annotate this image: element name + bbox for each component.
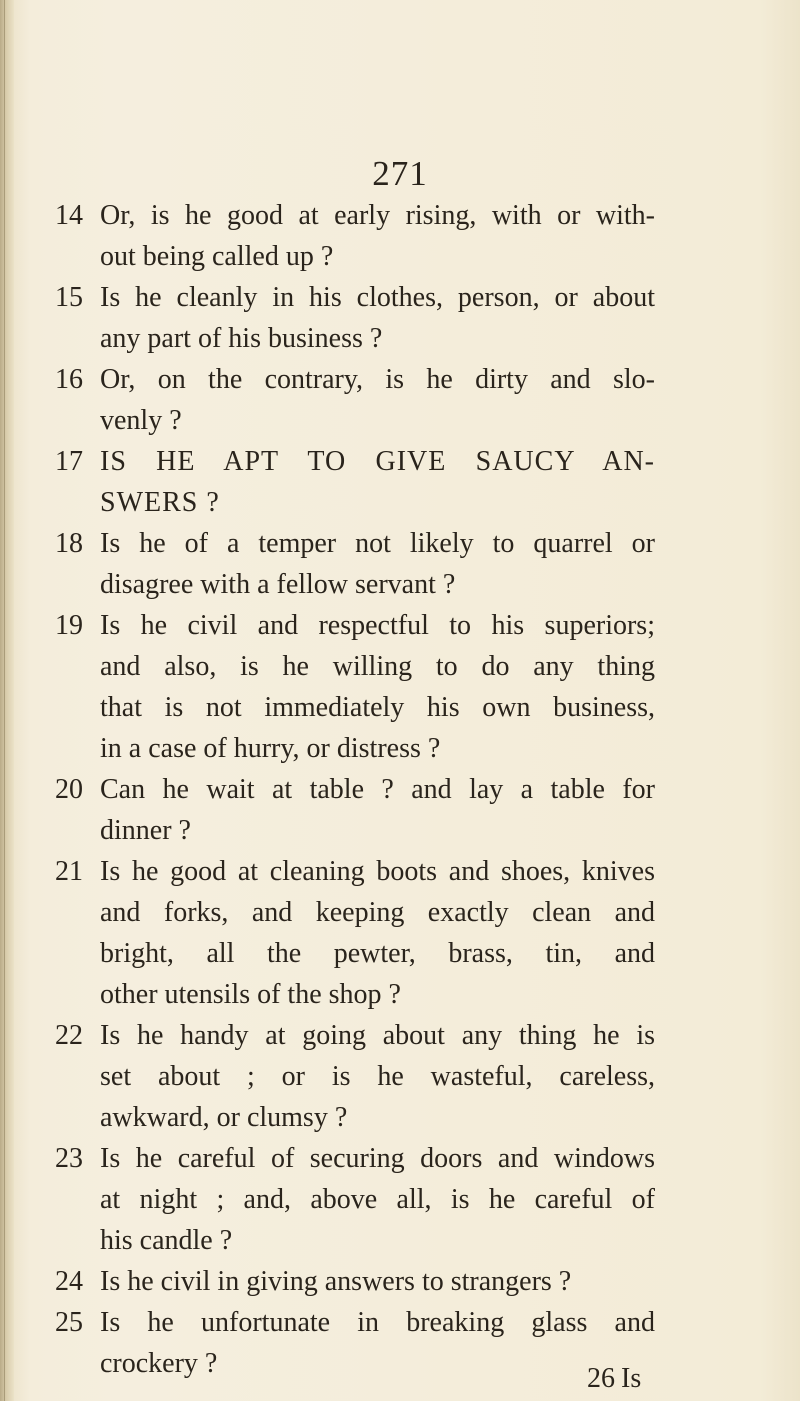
catchword-number: 26 — [587, 1363, 615, 1394]
question-text — [100, 359, 655, 441]
text-line: at night ; and, above all, is he careful of — [100, 1184, 655, 1215]
question-number: 23 — [55, 1143, 83, 1174]
question-item-25 — [55, 1302, 655, 1384]
text-line: SWERS ? — [100, 487, 220, 518]
text-line: Is he of a temper not likely to quarrel or — [100, 528, 655, 559]
question-number: 16 — [55, 364, 83, 395]
question-number: 25 — [55, 1307, 83, 1338]
question-text — [100, 851, 655, 1015]
question-text — [100, 195, 655, 277]
text-line: and also, is he willing to do any thing — [100, 651, 655, 682]
text-line: his candle ? — [100, 1225, 233, 1256]
question-number: 20 — [55, 774, 83, 805]
question-text — [100, 769, 655, 851]
text-line: Is he handy at going about any thing he is — [100, 1020, 655, 1051]
text-line: Is he civil in giving answers to strangers ? — [100, 1266, 572, 1297]
question-text — [100, 1261, 655, 1302]
text-line: Can he wait at table ? and lay a table for — [100, 774, 655, 805]
question-item-21 — [55, 851, 655, 1015]
question-number: 21 — [55, 856, 83, 887]
text-line: other utensils of the shop ? — [100, 979, 401, 1010]
text-line: disagree with a fellow servant ? — [100, 569, 456, 600]
question-item-20 — [55, 769, 655, 851]
question-item-22 — [55, 1015, 655, 1138]
question-number: 24 — [55, 1266, 83, 1297]
text-line: Or, on the contrary, is he dirty and slo- — [100, 364, 655, 395]
text-line: venly ? — [100, 405, 182, 436]
question-text — [100, 277, 655, 359]
question-item-24 — [55, 1261, 655, 1302]
text-line: that is not immediately his own business, — [100, 692, 655, 723]
question-item-17 — [55, 441, 655, 523]
text-line: awkward, or clumsy ? — [100, 1102, 348, 1133]
question-item-14 — [55, 195, 655, 277]
question-text — [100, 1138, 655, 1261]
text-line: any part of his business ? — [100, 323, 383, 354]
question-text — [100, 1015, 655, 1138]
text-line: Is he cleanly in his clothes, person, or about — [100, 282, 655, 313]
text-line: out being called up ? — [100, 241, 334, 272]
question-number: 14 — [55, 200, 83, 231]
text-line: Is he careful of securing doors and windows — [100, 1143, 655, 1174]
text-line: Is he civil and respectful to his superiors; — [100, 610, 655, 641]
question-text — [100, 605, 655, 769]
text-line: set about ; or is he wasteful, careless, — [100, 1061, 655, 1092]
text-line: crockery ? — [100, 1348, 218, 1379]
question-item-15 — [55, 277, 655, 359]
catchword — [587, 1362, 647, 1396]
question-number: 17 — [55, 446, 83, 477]
text-line: IS HE APT TO GIVE SAUCY AN- — [100, 446, 655, 477]
question-text — [100, 523, 655, 605]
book-gutter-line — [4, 0, 5, 1401]
text-line: Is he good at cleaning boots and shoes, knives — [100, 856, 655, 887]
text-line: in a case of hurry, or distress ? — [100, 733, 441, 764]
question-item-19 — [55, 605, 655, 769]
question-text — [100, 1302, 655, 1384]
question-list — [55, 195, 655, 1384]
text-line: Is he unfortunate in breaking glass and — [100, 1307, 655, 1338]
question-item-23 — [55, 1138, 655, 1261]
question-item-18 — [55, 523, 655, 605]
question-number: 15 — [55, 282, 83, 313]
text-line: dinner ? — [100, 815, 191, 846]
question-text — [100, 441, 655, 523]
question-number: 19 — [55, 610, 83, 641]
question-item-16 — [55, 359, 655, 441]
page-number: 271 — [372, 154, 428, 193]
book-spine-shadow — [0, 0, 14, 1401]
text-line: Or, is he good at early rising, with or with- — [100, 200, 655, 231]
question-number: 22 — [55, 1020, 83, 1051]
catchword-word: Is — [621, 1363, 642, 1394]
question-number: 18 — [55, 528, 83, 559]
text-line: bright, all the pewter, brass, tin, and — [100, 938, 655, 969]
text-line: and forks, and keeping exactly clean and — [100, 897, 655, 928]
